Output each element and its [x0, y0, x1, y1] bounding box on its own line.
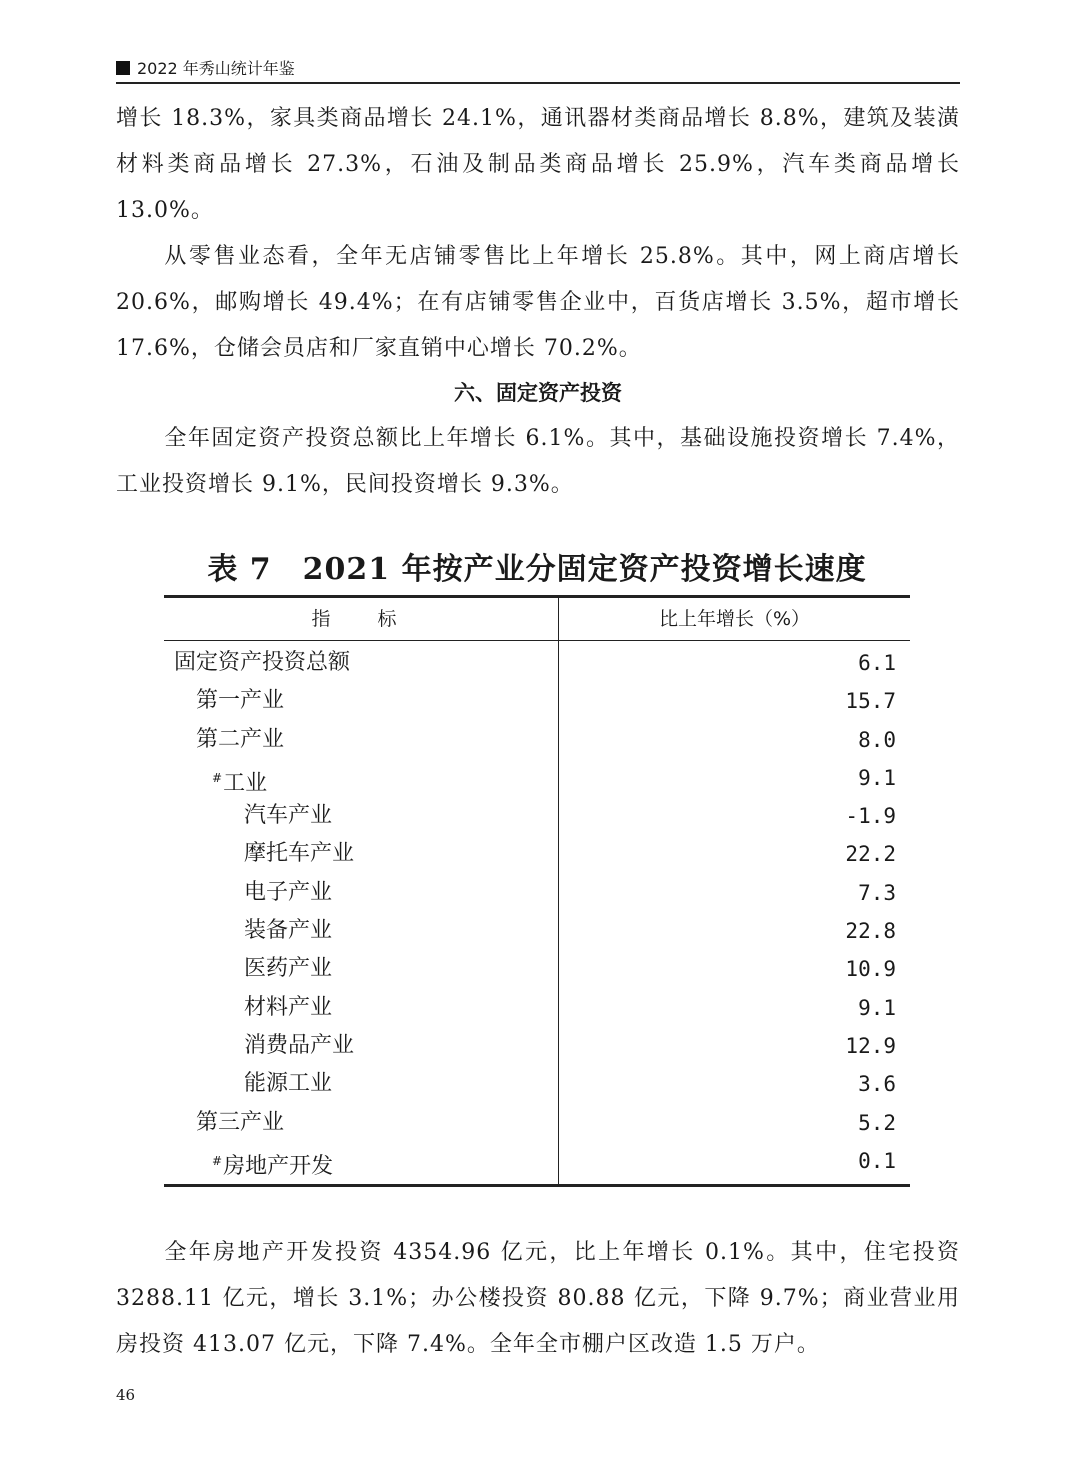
- paragraph-fixed-investment: 全年固定资产投资总额比上年增长 6.1%。其中，基础设施投资增长 7.4%，工业投资增长 9.1%，民间投资增长 9.3%。: [116, 426, 960, 497]
- table-title: 表 7 2021 年按产业分固定资产投资增长速度: [207, 552, 867, 587]
- paragraph-real-estate: 全年房地产开发投资 4354.96 亿元，比上年增长 0.1%。其中，住宅投资 3288.11 亿元，增长 3.1%；办公楼投资 80.88 亿元，下降 9.7%；商业营业用房投资 413.07 亿元，下降 7.4%。全年全市棚户区改造 1.5 万户。: [116, 1240, 960, 1357]
- table-row-value: 3.6: [858, 1072, 896, 1097]
- table-row-value: 0.1: [858, 1148, 896, 1173]
- row-label-text: 工业: [223, 770, 268, 796]
- table-row-value: 12.9: [845, 1033, 896, 1058]
- table-row-value: 5.2: [858, 1110, 896, 1135]
- growth-column: [559, 641, 910, 1184]
- table-row-value: 22.8: [845, 919, 896, 944]
- investment-growth-table: [164, 595, 910, 1187]
- table-row-value: 9.1: [858, 995, 896, 1020]
- table-row-label: 汽车产业: [244, 803, 333, 829]
- table-row-value: 9.1: [858, 765, 896, 790]
- table-header: [164, 598, 910, 641]
- table-row-label: 电子产业: [244, 879, 333, 905]
- table-row-label: 消费品产业: [244, 1032, 355, 1058]
- table-row-label: 能源工业: [244, 1071, 333, 1097]
- table-row-label: 第一产业: [196, 688, 285, 714]
- header-growth: 比上年增长（%）: [658, 608, 811, 630]
- indicator-column: [164, 641, 559, 1184]
- table-row-value: 8.0: [858, 727, 896, 752]
- paragraph-retail-formats: 从零售业态看，全年无店铺零售比上年增长 25.8%。其中，网上商店增长 20.6%，邮购增长 49.4%；在有店铺零售企业中，百货店增长 3.5%，超市增长 17.6%，仓储会员店和厂家直销中心增长 70.2%。: [116, 244, 960, 361]
- header-title: 2022 年秀山统计年鉴: [137, 59, 295, 78]
- table-row-value: 6.1: [858, 651, 896, 675]
- note-mark: #: [212, 770, 223, 785]
- table-row-value: 22.2: [845, 842, 896, 867]
- table-row-label: 材料产业: [244, 994, 333, 1020]
- table-row-label: [164, 1142, 558, 1180]
- table-row-label: 医药产业: [244, 956, 333, 982]
- row-label-text: 房地产开发: [223, 1153, 334, 1179]
- table-row-label: 第三产业: [196, 1109, 285, 1135]
- table-body: [164, 641, 910, 1184]
- table-row-label: 第二产业: [196, 726, 285, 752]
- table-row-label: [164, 759, 558, 797]
- header-square-icon: [116, 61, 130, 75]
- table-row-value: 15.7: [845, 689, 896, 714]
- running-header: [116, 56, 960, 84]
- table-row-value: -1.9: [845, 804, 896, 829]
- table-row-value: 7.3: [858, 880, 896, 905]
- table-row-label: 固定资产投资总额: [174, 650, 351, 675]
- note-mark: #: [212, 1153, 223, 1168]
- section-title: 六、固定资产投资: [454, 381, 622, 405]
- paragraph-retail-goods: 增长 18.3%，家具类商品增长 24.1%，通讯器材类商品增长 8.8%，建筑及装潢材料类商品增长 27.3%，石油及制品类商品增长 25.9%，汽车类商品增长 13.0%。: [116, 106, 960, 223]
- page-number: 46: [116, 1386, 136, 1404]
- table-row-label: 装备产业: [244, 918, 333, 944]
- table-row-label: 摩托车产业: [244, 841, 355, 867]
- table-row-value: 10.9: [845, 957, 896, 982]
- header-indicator: 指 标: [164, 598, 559, 640]
